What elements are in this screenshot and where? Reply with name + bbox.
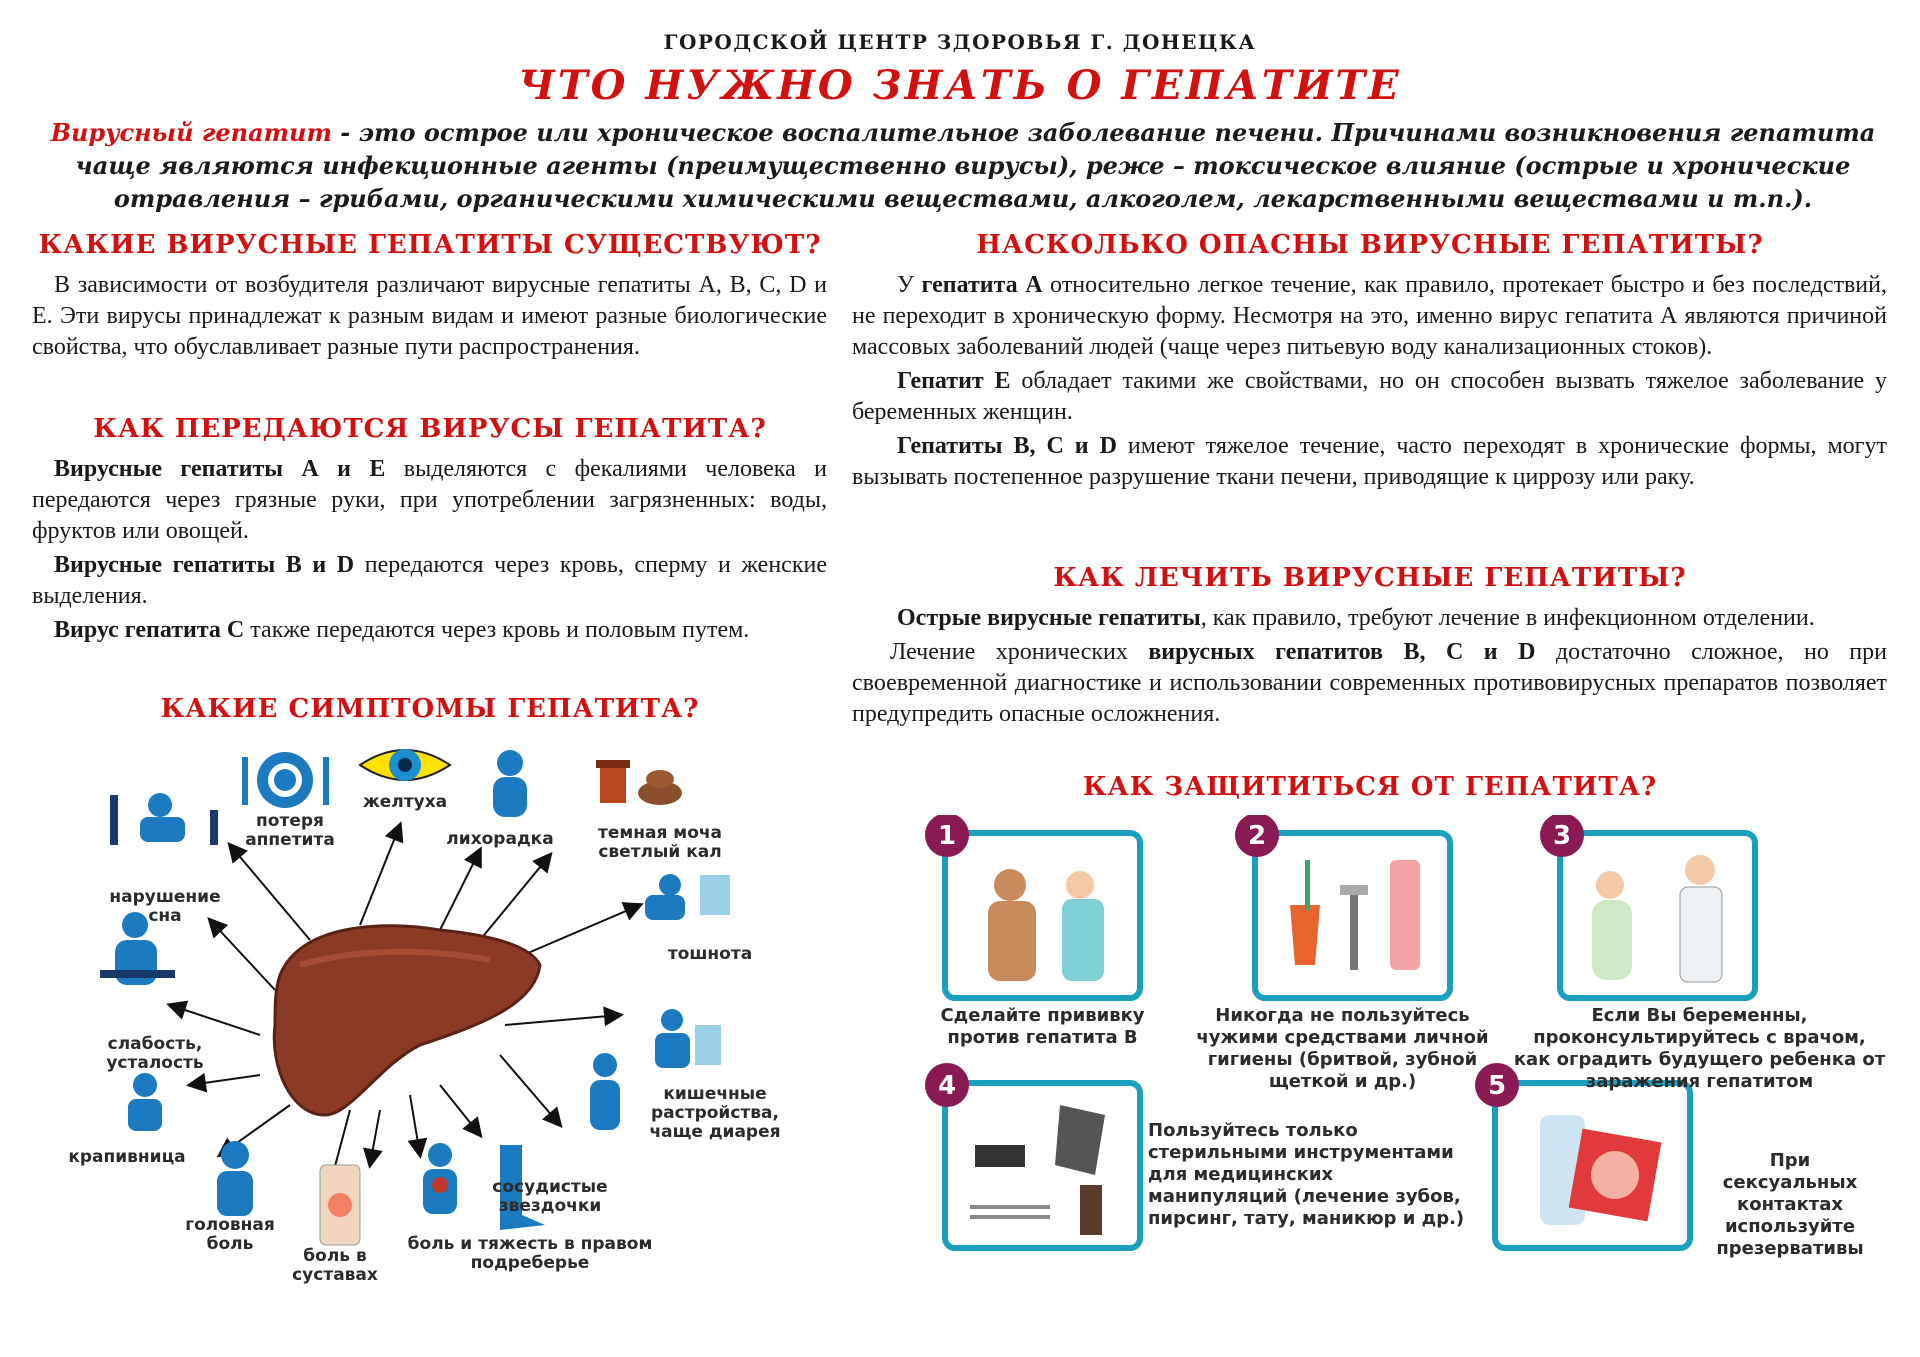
knee-icon [320,1165,360,1245]
intro-term: Вирусный гепатит [50,118,332,147]
rightside-icon [423,1143,457,1214]
organization-name: ГОРОДСКОЙ ЦЕНТР ЗДОРОВЬЯ Г. ДОНЕЦКА [663,30,1257,54]
symptom-nausea: тошнота [667,944,753,964]
symptoms-heading: КАКИЕ СИМПТОМЫ ГЕПАТИТА? [160,694,700,724]
headache-icon [217,1141,253,1216]
transmission-p3-text: также передаются через кровь и половым путем. [244,617,750,643]
danger-p3 [852,431,1887,493]
bowel-icon [655,1009,721,1068]
treatment-section [852,603,1887,733]
pregnancy-consult-icon [1540,815,1755,998]
transmission-heading: КАК ПЕРЕДАЮТСЯ ВИРУСЫ ГЕПАТИТА? [93,414,767,444]
urticaria-icon [128,1073,162,1131]
symptom-appetite: потеря аппетита [245,811,335,850]
danger-heading: НАСКОЛЬКО ОПАСНЫ ВИРУСНЫЕ ГЕПАТИТЫ? [976,230,1764,260]
protection-caption-3: Если Вы беременны, проконсультируйтесь с врачом, как оградить будущего ребенка от заражения гепатитом [1513,1005,1886,1092]
transmission-p2 [32,550,827,612]
tile-1-number: 1 [937,821,957,851]
protection-caption-1: Сделайте прививку против гепатита В [940,1005,1145,1048]
danger-p2-bold: Гепатит Е [897,368,1011,394]
symptom-joints: боль в суставах [292,1246,378,1285]
danger-p1-bold: гепатита А [921,272,1043,298]
symptoms-infographic [60,735,800,1285]
transmission-p1-bold: Вирусные гепатиты А и Е [54,456,386,482]
symptom-urticaria: крапивница [68,1147,186,1167]
danger-p2-text: обладает такими же свойствами, но он способен вызвать тяжелое заболевание у беременных женщин. [852,368,1888,425]
danger-p1 [852,270,1887,363]
transmission-section [32,454,827,649]
danger-p2 [852,366,1887,428]
intro-paragraph [48,116,1878,215]
tile-2-number: 2 [1247,821,1267,851]
page-title: ЧТО НУЖНО ЗНАТЬ О ГЕПАТИТЕ [518,62,1402,109]
transmission-p2-bold: Вирусные гепатиты В и D [54,552,355,578]
transmission-p2-text: передаются через кровь, сперму и женские выделения. [32,552,827,609]
treatment-p1-text: , как правило, требуют лечение в инфекционном отделении. [1200,605,1815,631]
nausea-icon [645,874,730,920]
protection-caption-2: Никогда не пользуйтесь чужими средствами личной гигиены (бритвой, зубной щеткой и др.) [1196,1005,1489,1092]
tile-5-number: 5 [1487,1071,1507,1101]
tile-3-number: 3 [1552,821,1572,851]
danger-p3-bold: Гепатиты В, С и D [897,433,1117,459]
treatment-p2-pre: Лечение хронических [890,639,1149,665]
treatment-p2-text: достаточно сложное, но при своевременной диагностике и использовании современных противовирусных препаратов позволяет предупредить опасные осложнения. [852,639,1887,727]
danger-p3-text: имеют тяжелое течение, часто переходят в хронические формы, могут вызывать постепенное разрушение ткани печени, приводящие к циррозу или раку. [852,433,1887,490]
symptom-rightside: боль и тяжесть в правом подреберье [407,1234,653,1273]
appetite-icon [242,752,329,808]
treatment-heading: КАК ЛЕЧИТЬ ВИРУСНЫЕ ГЕПАТИТЫ? [1053,563,1687,593]
types-section [32,270,827,366]
vaccination-icon [925,815,1140,998]
symptom-sleep: нарушение сна [109,887,221,926]
protection-caption-4: Пользуйтесь только стерильными инструментами для медицинских манипуляций (лечение зубов, пирсинг, тату, маникюр и др.) [1148,1120,1465,1229]
transmission-p1 [32,454,827,547]
danger-p1-text: относительно легкое течение, как правило, протекает быстро и без последствий, не переходит в хроническую форму. Несмотря на это, именно вирус гепатита А являются причиной массовых заболеваний людей (чаще через питьевую воду канализационных стоков). [852,272,1887,360]
protection-heading: КАК ЗАЩИТИТЬСЯ ОТ ГЕПАТИТА? [1082,772,1658,802]
transmission-p1-text: выделяются с фекалиями человека и передаются через грязные руки, при употреблении загрязненных: воды, фруктов или овощей. [32,456,827,544]
types-text: В зависимости от возбудителя различают вирусные гепатиты A, B, C, D и E. Эти вирусы принадлежат к разным видам и имеют разные биологические свойства, что обуславливает разные пути распространения. [32,272,827,360]
treatment-p2 [852,637,1887,730]
symptom-spider: сосудистые звездочки [492,1177,608,1216]
symptom-fever: лихорадка [446,829,554,849]
transmission-p3-bold: Вирус гепатита С [54,617,245,643]
treatment-p1-bold: Острые вирусные гепатиты [897,605,1201,631]
intro-text: - это острое или хроническое воспалительное заболевание печени. Причинами возникновения гепатита чаще являются инфекционные агенты (преимущественно вирусы), реже – токсическое влияние (острые и хронические отравления – грибами, органическими химическими веществами, алкоголем, лекарственными веществами и т.п.). [75,118,1876,213]
danger-section [852,270,1887,496]
types-heading: КАКИЕ ВИРУСНЫЕ ГЕПАТИТЫ СУЩЕСТВУЮТ? [38,230,822,260]
tile-4-number: 4 [937,1071,957,1101]
treatment-p1 [852,603,1887,634]
sleep-icon [110,793,218,845]
sterile-instruments-icon [925,1063,1140,1248]
symptom-headache: головная боль [185,1215,275,1254]
eye-icon [360,749,450,781]
transmission-p3 [32,615,827,646]
hygiene-icon [1235,815,1450,998]
symptom-urine: темная моча светлый кал [597,823,723,862]
treatment-p2-bold: вирусных гепатитов В, С и D [1148,639,1536,665]
symptom-bowel: кишечные растройства, чаще диарея [649,1084,781,1142]
protection-caption-5: При сексуальных контактах используйте презервативы [1716,1150,1864,1259]
danger-p1-pre: У [897,272,922,298]
symptom-jaundice: желтуха [362,792,448,812]
person-icon [590,1053,620,1130]
urine-icon [596,760,682,805]
fever-icon [493,750,527,817]
symptom-weakness: слабость, усталость [106,1034,204,1073]
